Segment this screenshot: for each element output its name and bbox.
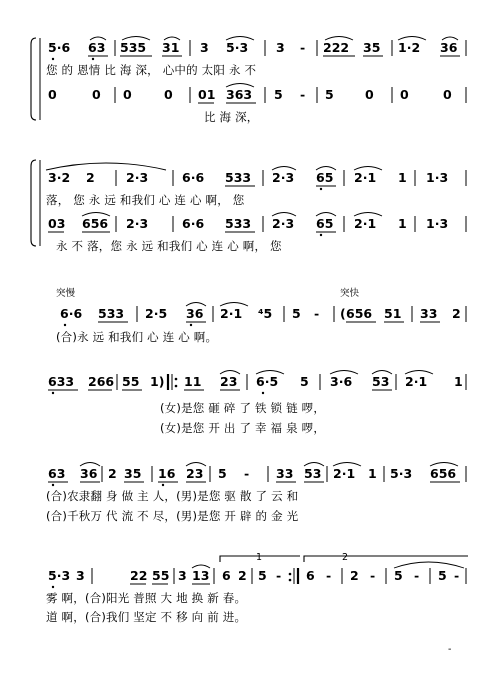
note-group: 533 xyxy=(225,170,252,185)
note-group: 11 xyxy=(184,374,202,389)
system-3 xyxy=(56,287,466,344)
brace xyxy=(31,160,36,246)
note-group: 5 xyxy=(292,306,301,321)
note-group: 0 xyxy=(48,87,57,102)
note-group: 1 xyxy=(368,466,377,481)
lyrics-line: (合)千秋万 代 流 不 尽，(男)是您 开 辟 的 金 光 xyxy=(46,509,299,523)
lyrics-line: 雾 啊，(合)阳光 普照 大 地 换 新 春。 xyxy=(46,591,247,605)
octave-dot xyxy=(262,392,264,394)
note-group: 13 xyxy=(192,568,210,583)
note-group: - xyxy=(414,568,420,583)
note-group: 6·6 xyxy=(182,216,205,231)
system-4 xyxy=(48,371,466,436)
note-group: 3 xyxy=(276,40,285,55)
lyrics-line: (女)是您 开 出 了 幸 福 泉 啰， xyxy=(160,421,326,435)
note-group: 6·5 xyxy=(256,374,279,389)
note-group: 533 xyxy=(98,306,125,321)
note-group: 6 xyxy=(306,568,315,583)
note-group: 2·1 xyxy=(354,216,377,231)
octave-dot xyxy=(162,484,164,486)
note-group: 35 xyxy=(124,466,142,481)
repeat-dot xyxy=(175,385,178,388)
note-group: 633 xyxy=(48,374,75,389)
note-group: 2·5 xyxy=(145,306,168,321)
note-group: - xyxy=(276,568,282,583)
system-5 xyxy=(46,463,466,524)
note-group: 363 xyxy=(226,87,253,102)
octave-dot xyxy=(92,58,94,60)
note-group: 5·3 xyxy=(226,40,249,55)
page-mark: - xyxy=(448,644,452,655)
note-group: 1 xyxy=(454,374,463,389)
note-group: 2·3 xyxy=(126,216,149,231)
volta-1-label: 1 xyxy=(256,552,263,563)
tie xyxy=(46,163,166,170)
note-group: 0 xyxy=(443,87,452,102)
note-group: 55 xyxy=(152,568,170,583)
octave-dot xyxy=(190,324,192,326)
note-group: 2 xyxy=(86,170,95,185)
note-group: 22 xyxy=(130,568,148,583)
note-group: - xyxy=(454,568,460,583)
note-group: 1 xyxy=(398,216,407,231)
note-group: 656 xyxy=(346,306,373,321)
note-group: 1·3 xyxy=(426,170,449,185)
lyrics-line: 永 不 落，您 永 远 和我们 心 连 心 啊， 您 xyxy=(56,239,282,253)
note-group: 1 xyxy=(398,170,407,185)
note-group: 55 xyxy=(122,374,140,389)
note-group: 6 xyxy=(222,568,231,583)
note-group: - xyxy=(300,87,306,102)
note-group: 3·2 xyxy=(48,170,71,185)
note-group: 3 xyxy=(76,568,85,583)
lyrics-line: 您 的 恩情 比 海 深， 心中的 太阳 永 不 xyxy=(46,63,257,77)
lyrics-line: 道 啊，(合)我们 坚定 不 移 向 前 进。 xyxy=(46,610,247,624)
note-group: 2 xyxy=(238,568,247,583)
tempo-mark: 突慢 xyxy=(56,288,76,299)
note-group: 3·6 xyxy=(330,374,353,389)
repeat-dot xyxy=(175,378,178,381)
note-group: 5 xyxy=(218,466,227,481)
note-group: 5·3 xyxy=(48,568,71,583)
note-group: 0 xyxy=(365,87,374,102)
note-group: 2·1 xyxy=(333,466,356,481)
note-group: 533 xyxy=(225,216,252,231)
note-group: - xyxy=(370,568,376,583)
note-group: 36 xyxy=(186,306,204,321)
note-group: 33 xyxy=(420,306,438,321)
note-group: - xyxy=(244,466,250,481)
note-group: 63 xyxy=(48,466,66,481)
note-group: 5 xyxy=(325,87,334,102)
system-6 xyxy=(46,552,468,624)
octave-dot xyxy=(52,484,54,486)
note-group: 2·1 xyxy=(354,170,377,185)
note-group: 0 xyxy=(164,87,173,102)
note-group: 5 xyxy=(300,374,309,389)
note-group: 51 xyxy=(384,306,402,321)
octave-dot xyxy=(52,58,54,60)
octave-dot xyxy=(320,234,322,236)
note-group: 65 xyxy=(316,170,334,185)
note-group: 2 xyxy=(108,466,117,481)
note-group: 2·1 xyxy=(405,374,428,389)
note-group: 0 xyxy=(400,87,409,102)
note-group: ⁴5 xyxy=(258,306,273,321)
tempo-mark: 突快 xyxy=(340,288,360,299)
note-group: 2·3 xyxy=(272,216,295,231)
note-group: 2·3 xyxy=(126,170,149,185)
note-group: 1·3 xyxy=(426,216,449,231)
note-group: 65 xyxy=(316,216,334,231)
note-group: 535 xyxy=(120,40,147,55)
note-group: 2·3 xyxy=(272,170,295,185)
volta-2-bracket xyxy=(304,556,468,562)
note-group: 656 xyxy=(430,466,457,481)
note-group: 5·3 xyxy=(390,466,413,481)
note-group: 53 xyxy=(304,466,322,481)
note-group: 3 xyxy=(178,568,187,583)
note-group: 222 xyxy=(323,40,350,55)
note-group: 23 xyxy=(220,374,238,389)
note-group: 36 xyxy=(80,466,98,481)
note-group: - xyxy=(300,40,306,55)
note-group: 03 xyxy=(48,216,66,231)
note-group: 16 xyxy=(158,466,176,481)
brace xyxy=(31,38,36,120)
note-group: 3 xyxy=(200,40,209,55)
lyrics-line: (合)永 远 和我们 心 连 心 啊。 xyxy=(56,330,218,344)
note-group: 2·1 xyxy=(220,306,243,321)
octave-dot xyxy=(320,188,322,190)
note-group: 5 xyxy=(394,568,403,583)
note-group: 31 xyxy=(162,40,180,55)
lyrics-line: (合)农隶翻 身 做 主 人，(男)是您 驱 散 了 云 和 xyxy=(46,489,299,503)
note-group: 5·6 xyxy=(48,40,71,55)
note-group: 266 xyxy=(88,374,115,389)
note-group: 0 xyxy=(123,87,132,102)
note-group: 5 xyxy=(258,568,267,583)
system-2 xyxy=(31,160,466,253)
note-group: 63 xyxy=(88,40,106,55)
note-group: 1·2 xyxy=(398,40,421,55)
lyrics-line: 比 海 深， xyxy=(204,110,259,124)
repeat-dot xyxy=(289,579,292,582)
note-group: 5 xyxy=(438,568,447,583)
note-group: 33 xyxy=(276,466,294,481)
lyrics-line: (女)是您 砸 碎 了 铁 锁 链 啰， xyxy=(160,401,326,415)
volta-2-label: 2 xyxy=(342,552,349,563)
octave-dot xyxy=(52,586,54,588)
note-group: 656 xyxy=(82,216,109,231)
note-group: - xyxy=(314,306,320,321)
note-group: - xyxy=(326,568,332,583)
note-group: 0 xyxy=(92,87,101,102)
note-group: 2 xyxy=(350,568,359,583)
lyrics-line: 落， 您 永 远 和我们 心 连 心 啊， 您 xyxy=(46,193,245,207)
note-group: 5 xyxy=(274,87,283,102)
note-group: 01 xyxy=(198,87,216,102)
octave-dot xyxy=(52,392,54,394)
note-group: 53 xyxy=(372,374,390,389)
note-group: 23 xyxy=(186,466,204,481)
paren: ( xyxy=(340,306,346,321)
note-group: 6·6 xyxy=(182,170,205,185)
repeat-dot xyxy=(289,573,292,576)
note-group: 2 xyxy=(452,306,461,321)
note-group: 1) xyxy=(150,374,165,389)
system-1 xyxy=(31,37,466,125)
note-group: 36 xyxy=(440,40,458,55)
octave-dot xyxy=(64,324,66,326)
note-group: 35 xyxy=(363,40,381,55)
note-group: 6·6 xyxy=(60,306,83,321)
